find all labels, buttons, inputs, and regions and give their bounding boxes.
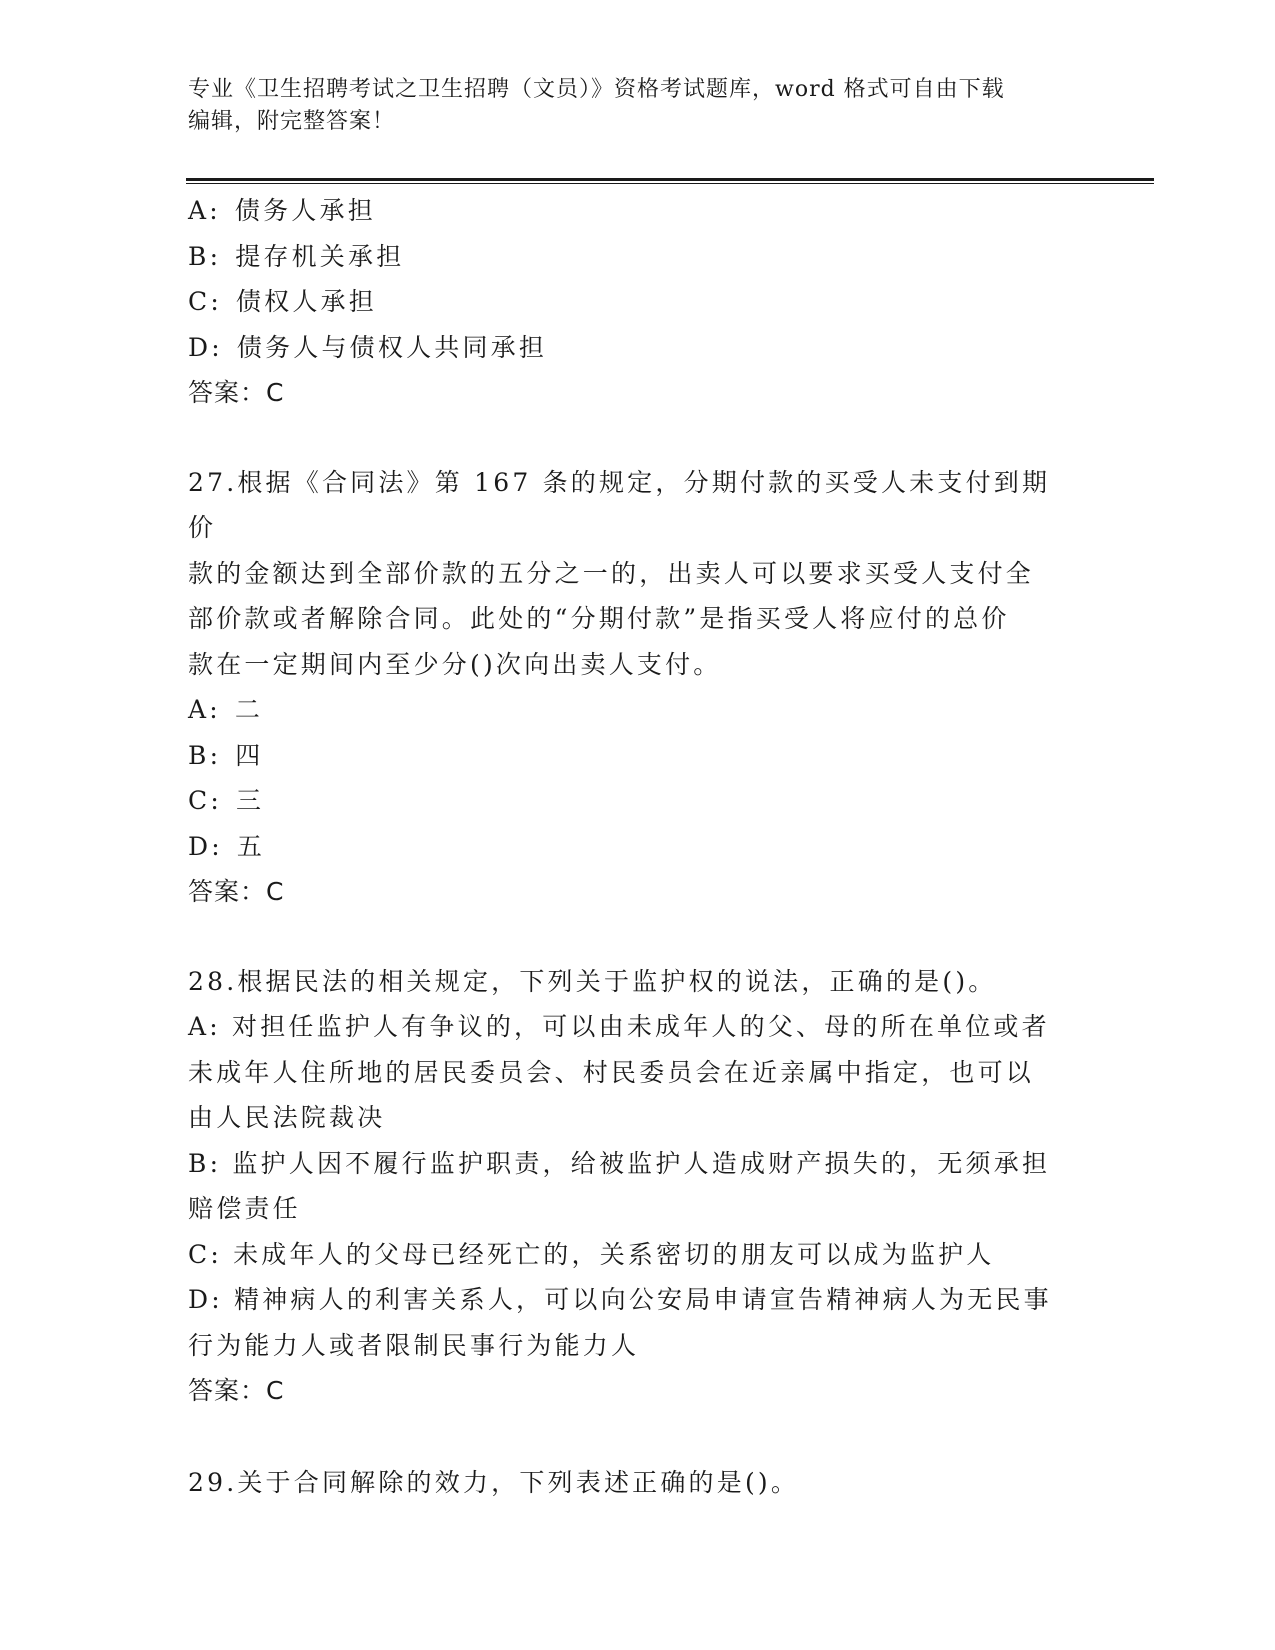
question-27-options — [188, 687, 1068, 869]
option-line: 未成年人住所地的居民委员会、村民委员会在近亲属中指定，也可以 — [188, 1057, 1035, 1087]
option-line: 赔偿责任 — [188, 1194, 301, 1223]
question-28-options — [188, 1004, 1068, 1368]
header-line-1: 专业《卫生招聘考试之卫生招聘（文员）》资格考试题库，word 格式可自由下载 — [188, 77, 1005, 102]
spacer — [188, 1414, 1068, 1460]
question-27-stem — [188, 460, 1068, 688]
option-d — [188, 824, 1068, 870]
option-text: 四 — [235, 740, 264, 770]
option-text: 五 — [236, 831, 266, 861]
header-line-2: 编辑，附完整答案！ — [188, 109, 396, 134]
question-line: 27.根据《合同法》第 167 条的规定，分期付款的买受人未支付到期价 — [188, 467, 1051, 542]
option-key: D: — [188, 831, 223, 861]
question-content — [188, 188, 1068, 1505]
spacer — [188, 915, 1068, 959]
question-line: 部价款或者解除合同。此处的“分期付款”是指买受人将应付的总价 — [188, 604, 1010, 633]
option-text: 债权人承担 — [235, 287, 377, 316]
option-text: 提存机关承担 — [235, 241, 405, 271]
option-line: 由人民法院裁决 — [188, 1103, 386, 1132]
question-29-stem: 29.关于合同解除的效力，下列表述正确的是()。 — [188, 1467, 800, 1497]
option-text: 债务人承担 — [234, 196, 376, 225]
option-text: 二 — [234, 695, 264, 724]
spacer — [188, 416, 1068, 460]
option-line: C: 未成年人的父母已经死亡的，关系密切的朋友可以成为监护人 — [188, 1239, 995, 1269]
option-key: B: — [188, 740, 222, 770]
option-text: 三 — [235, 786, 265, 815]
document-header — [188, 74, 1078, 138]
answer-28: 答案：C — [188, 1376, 285, 1405]
option-b — [188, 733, 1068, 779]
option-line: A: 对担任监护人有争议的，可以由未成年人的父、母的所在单位或者 — [188, 1012, 1050, 1041]
option-line: B: 监护人因不履行监护职责，给被监护人造成财产损失的，无须承担 — [188, 1148, 1051, 1178]
option-line: D: 精神病人的利害关系人，可以向公安局申请宣告精神病人为无民事 — [188, 1285, 1052, 1314]
option-key: B: — [188, 241, 222, 271]
option-d — [188, 325, 1068, 371]
option-b — [188, 234, 1068, 280]
option-c — [188, 279, 1068, 325]
option-a — [188, 188, 1068, 234]
option-key: D: — [188, 332, 223, 362]
option-key: C: — [188, 287, 222, 316]
answer-26: 答案：C — [188, 378, 285, 407]
option-text: 债务人与债权人共同承担 — [236, 332, 548, 362]
question-26-options — [188, 188, 1068, 370]
option-a — [188, 687, 1068, 733]
option-key: A: — [188, 695, 221, 724]
option-key: C: — [188, 786, 222, 815]
answer-27: 答案：C — [188, 877, 285, 906]
question-line: 款的金额达到全部价款的五分之一的，出卖人可以要求买受人支付全 — [188, 558, 1035, 588]
option-c — [188, 778, 1068, 824]
option-line: 行为能力人或者限制民事行为能力人 — [188, 1330, 640, 1360]
option-key: A: — [188, 196, 221, 225]
header-rule-thick — [186, 178, 1154, 181]
header-rule-thin — [186, 183, 1154, 184]
question-28-stem: 28.根据民法的相关规定，下列关于监护权的说法，正确的是()。 — [188, 966, 997, 996]
question-line: 款在一定期间内至少分()次向出卖人支付。 — [188, 649, 722, 679]
